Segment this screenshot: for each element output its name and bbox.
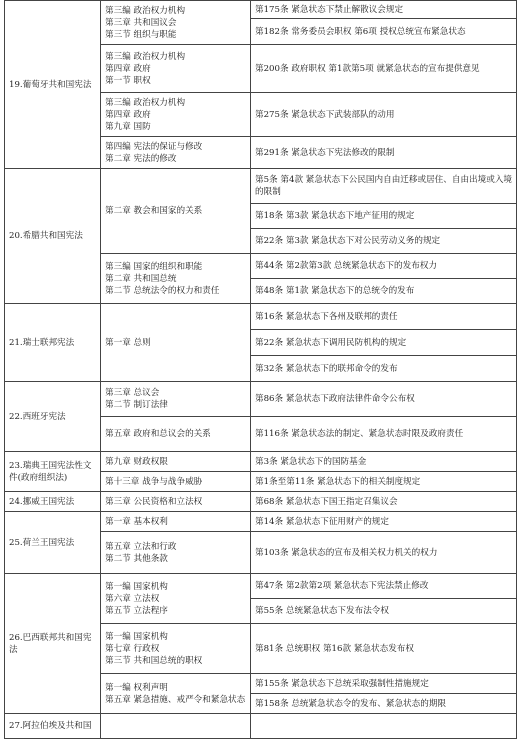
chapter-cell — [101, 574, 251, 624]
chapter-line: 第四章 政府 — [105, 63, 151, 74]
article-cell — [251, 254, 517, 279]
table-row — [5, 1, 517, 19]
chapter-line: 第七章 行政权 — [105, 643, 160, 654]
chapter-line: 第六章 立法权 — [105, 593, 160, 604]
constitution-name-text: 23.瑞典王国宪法性文件(政府组织法) — [9, 460, 92, 483]
chapter-line: 第二章 教会和国家的关系 — [105, 206, 203, 216]
article-text: 第275条 紧急状态下武装部队的动用 — [255, 109, 395, 120]
chapter-line: 第十三章 战争与战争威胁 — [105, 476, 203, 487]
chapter-cell — [101, 169, 251, 254]
article-text: 第291条 紧急状态下宪法修改的限制 — [255, 147, 395, 158]
article-text: 第68条 紧急状态下国王指定召集议会 — [255, 496, 398, 507]
table-row — [5, 574, 517, 599]
article-cell — [251, 1, 517, 19]
table-row — [5, 169, 517, 204]
article-cell — [251, 204, 517, 229]
article-cell — [251, 694, 517, 714]
constitution-name-text: 25.荷兰王国宪法 — [9, 537, 75, 548]
chapter-line: 第二章 共和国总统 — [105, 273, 177, 284]
article-cell — [251, 330, 517, 356]
constitution-name — [5, 492, 101, 512]
article-cell — [251, 93, 517, 137]
chapter-cell — [101, 417, 251, 452]
chapter-cell — [101, 512, 251, 532]
chapter-line: 第一章 总则 — [105, 337, 151, 348]
article-cell — [251, 356, 517, 382]
constitution-name — [5, 574, 101, 714]
table-row — [5, 382, 517, 417]
article-cell — [251, 492, 517, 512]
chapter-cell — [101, 254, 251, 304]
article-cell — [251, 19, 517, 45]
chapter-cell — [101, 93, 251, 137]
chapter-line: 第三编 国家的组织和职能 — [105, 261, 203, 272]
chapter-line: 第五节 立法程序 — [105, 605, 168, 616]
constitution-name — [5, 452, 101, 492]
chapter-line: 第五章 紧急措施、戒严令和紧急状态 — [105, 694, 246, 705]
article-text: 第1条至第11条 紧急状态下的相关制度规定 — [255, 476, 421, 487]
constitution-name-text: 22.西班牙宪法 — [9, 411, 66, 422]
chapter-line: 第五章 政府和总议会的关系 — [105, 429, 211, 439]
constitution-name-text: 20.希腊共和国宪法 — [9, 231, 83, 241]
chapter-line: 第二节 总统法令的权力和责任 — [105, 285, 220, 296]
constitution-name — [5, 382, 101, 452]
chapter-line: 第三章 共和国议会 — [105, 17, 177, 28]
article-cell — [251, 624, 517, 674]
article-text: 第3条 紧急状态下的国防基金 — [255, 456, 367, 467]
constitution-name — [5, 1, 101, 169]
article-text: 第18条 第3款 紧急状态下地产征用的规定 — [255, 211, 415, 221]
article-text: 第22条 第3款 紧急状态下对公民劳动义务的规定 — [255, 236, 441, 246]
constitution-name-text: 24.挪威王国宪法 — [9, 496, 75, 507]
constitution-name — [5, 512, 101, 574]
article-text: 第182条 常务委员会职权 第6项 授权总统宣布紧急状态 — [255, 26, 466, 37]
article-cell — [251, 512, 517, 532]
article-cell — [251, 674, 517, 694]
article-cell — [251, 169, 517, 204]
chapter-line: 第四章 政府 — [105, 109, 151, 120]
chapter-line: 第二节 其他条款 — [105, 553, 168, 564]
constitution-table — [4, 0, 517, 739]
article-cell — [251, 417, 517, 452]
chapter-line: 第三节 组织与职能 — [105, 29, 177, 40]
article-cell — [251, 137, 517, 169]
constitution-name-text: 26.巴西联邦共和国宪法 — [9, 632, 92, 655]
chapter-line: 第一章 基本权利 — [105, 516, 168, 527]
article-cell — [251, 452, 517, 472]
article-cell — [251, 599, 517, 624]
chapter-line: 第三编 政治权力机构 — [105, 97, 186, 108]
chapter-cell — [101, 137, 251, 169]
article-cell — [251, 714, 517, 739]
article-text: 第44条 第2款第3款 总统紧急状态下的发布权力 — [255, 261, 438, 271]
constitution-name-text: 19.葡萄牙共和国宪法 — [9, 79, 92, 90]
table-body — [5, 1, 517, 739]
constitution-name — [5, 304, 101, 382]
table-row — [5, 492, 517, 512]
constitution-name-text: 27.阿拉伯埃及共和国 — [9, 721, 92, 731]
chapter-line: 第一编 国家机构 — [105, 581, 168, 592]
chapter-cell — [101, 452, 251, 472]
article-cell — [251, 574, 517, 599]
constitution-name — [5, 169, 101, 304]
chapter-cell — [101, 45, 251, 93]
chapter-line: 第一节 职权 — [105, 75, 151, 86]
chapter-cell — [101, 714, 251, 739]
article-text: 第47条 第2款第2项 紧急状态下宪法禁止修改 — [255, 581, 429, 591]
table-row — [5, 452, 517, 472]
article-text: 第16条 紧急状态下各州及联邦的责任 — [255, 311, 398, 322]
chapter-cell — [101, 492, 251, 512]
article-cell — [251, 382, 517, 417]
chapter-line: 第一编 国家机构 — [105, 631, 168, 642]
article-cell — [251, 532, 517, 574]
chapter-line: 第三章 总议会 — [105, 388, 160, 398]
article-text: 第55条 总统紧急状态下发布法令权 — [255, 606, 389, 616]
article-text: 第32条 紧急状态下的联邦命令的发布 — [255, 363, 398, 374]
table-row — [5, 304, 517, 330]
article-cell — [251, 472, 517, 492]
article-cell — [251, 279, 517, 304]
article-text: 第158条 总统紧急状态令的发布、紧急状态的期限 — [255, 698, 447, 709]
article-cell — [251, 229, 517, 254]
chapter-cell — [101, 382, 251, 417]
article-cell — [251, 45, 517, 93]
chapter-cell — [101, 674, 251, 714]
article-text: 第14条 紧急状态下征用财产的规定 — [255, 516, 389, 527]
article-text: 第200条 政府职权 第1款第5项 就紧急状态的宣布提供意见 — [255, 63, 480, 74]
article-cell — [251, 304, 517, 330]
chapter-line: 第三章 公民资格和立法权 — [105, 496, 203, 507]
article-text: 第48条 第1款 紧急状态下的总统令的发布 — [255, 286, 415, 296]
article-text: 第116条 紧急状态法的制定、紧急状态时限及政府责任 — [255, 429, 464, 439]
chapter-line: 第九章 国防 — [105, 121, 151, 132]
chapter-line: 第四编 宪法的保证与修改 — [105, 141, 203, 152]
chapter-line: 第三编 政治权力机构 — [105, 5, 186, 16]
chapter-cell — [101, 304, 251, 382]
article-text: 第81条 总统职权 第16款 紧急状态发布权 — [255, 643, 414, 654]
constitution-name — [5, 714, 101, 739]
article-text: 第103条 紧急状态的宣布及相关权力机关的权力 — [255, 547, 438, 558]
article-text: 第155条 紧急状态下总统采取强制性措施规定 — [255, 678, 429, 689]
chapter-line: 第二节 制订法律 — [105, 400, 168, 410]
constitution-name-text: 21.瑞士联邦宪法 — [9, 337, 75, 348]
chapter-cell — [101, 532, 251, 574]
chapter-line: 第三编 政治权力机构 — [105, 51, 186, 62]
table-row — [5, 512, 517, 532]
chapter-cell — [101, 472, 251, 492]
chapter-cell — [101, 624, 251, 674]
chapter-line: 第九章 财政权限 — [105, 456, 168, 467]
chapter-line: 第二章 宪法的修改 — [105, 153, 177, 164]
chapter-line: 第三节 共和国总统的职权 — [105, 655, 203, 666]
chapter-cell — [101, 1, 251, 45]
chapter-line: 第一编 权利声明 — [105, 682, 168, 693]
article-text: 第22条 紧急状态下调用民防机构的规定 — [255, 337, 407, 348]
article-text: 第86条 紧急状态下政府法律件命令公布权 — [255, 394, 415, 404]
chapter-line: 第五章 立法和行政 — [105, 541, 177, 552]
article-text: 第5条 第4款 紧急状态下公民国内自由迁移或居住、自由出境或入境的限制 — [255, 175, 513, 197]
table-row — [5, 714, 517, 739]
article-text: 第175条 紧急状态下禁止解散议会规定 — [255, 4, 404, 15]
